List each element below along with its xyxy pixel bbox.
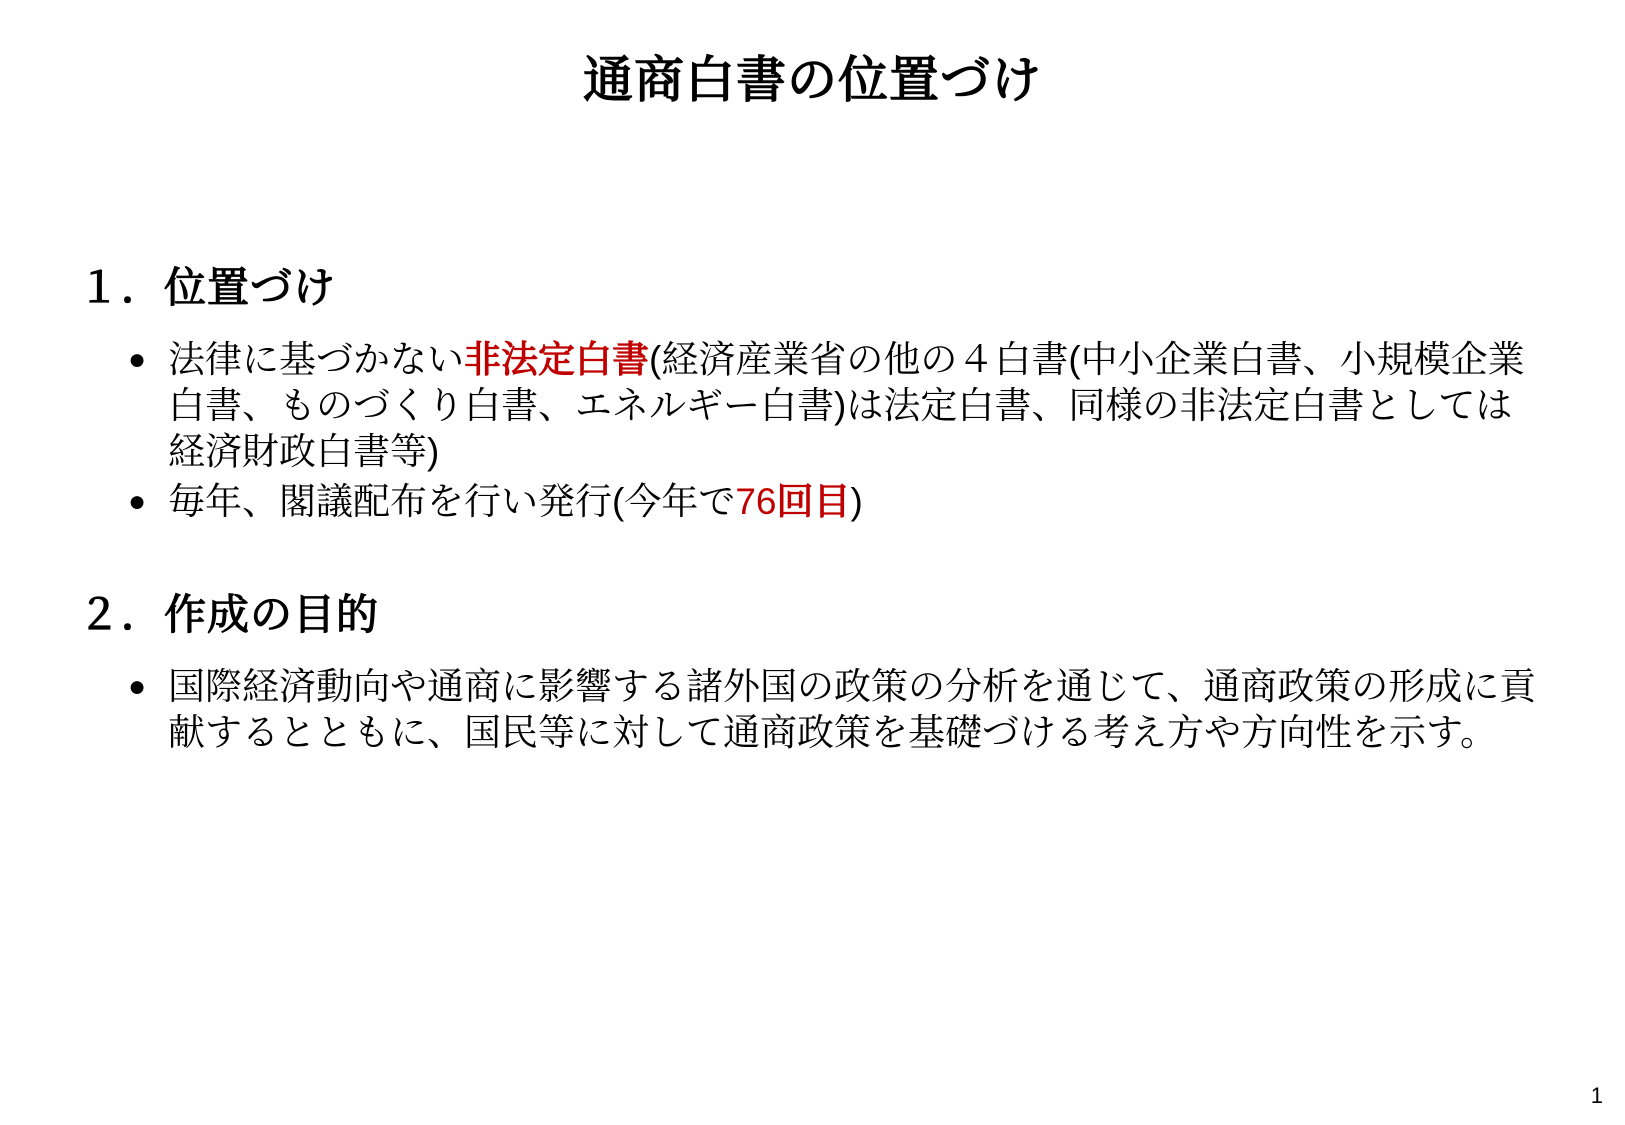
text-run: 毎年、閣議配布を行い発行(今年で — [168, 481, 736, 522]
list-item — [128, 479, 1540, 525]
bullet-icon: ● — [128, 485, 147, 518]
text-run-highlight: 回目 — [776, 481, 851, 522]
bullet-text — [168, 479, 1540, 525]
page-title: 通商白書の位置づけ — [583, 52, 1042, 108]
text-run: 国際経済動向や通商に影響する諸外国の政策の分析を通じて、通商政策の形成に貢献するとともに、国民等に対して通商政策を基礎づける考え方や方向性を示す。 — [168, 666, 1537, 753]
bullet-text — [168, 337, 1540, 475]
section-1-bullets — [128, 337, 1540, 525]
list-item — [128, 664, 1540, 756]
list-item — [128, 337, 1540, 475]
section-2-heading: ２．作成の目的 — [78, 591, 380, 638]
bullet-text — [168, 664, 1540, 756]
page-number: 1 — [1590, 1083, 1603, 1108]
text-run-highlight: 非法定白書 — [464, 339, 649, 380]
text-run: ) — [850, 481, 863, 522]
text-run: (経済産業省の他の４白書(中小企業白書、小規模企業白書、ものづくり白書、エネルギー白書)は法定白書、同様の非法定白書としては経済財政白書等) — [168, 339, 1525, 472]
bullet-icon: ● — [128, 670, 147, 703]
section-1-heading: １．位置づけ — [78, 264, 337, 311]
section-positioning — [0, 255, 1625, 525]
section-2-bullets — [128, 664, 1540, 756]
bullet-icon: ● — [128, 343, 147, 376]
text-run: 法律に基づかない — [168, 339, 464, 380]
text-run-highlight: 76 — [735, 481, 777, 522]
section-purpose — [0, 582, 1625, 756]
